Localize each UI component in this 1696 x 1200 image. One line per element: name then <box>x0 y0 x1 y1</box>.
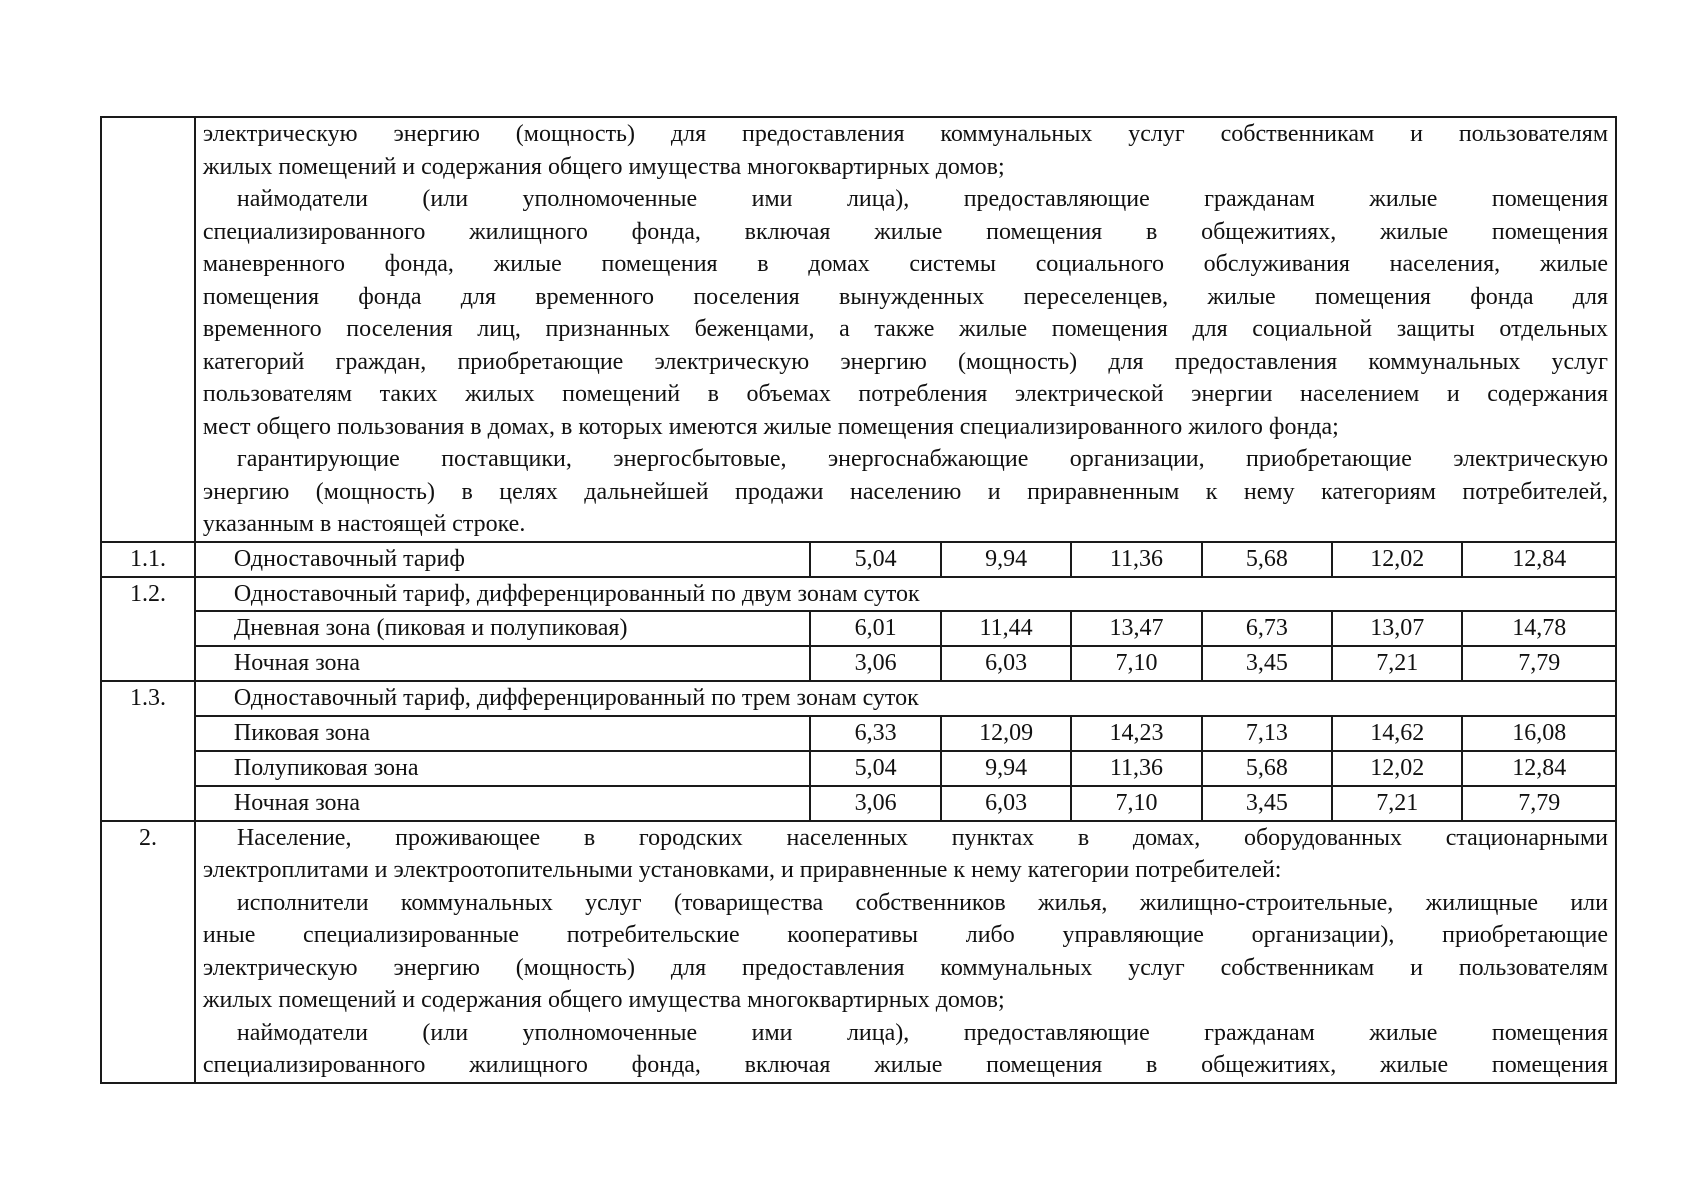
table-cell: 9,94 <box>941 542 1071 577</box>
table-cell: 11,36 <box>1071 542 1201 577</box>
intro-line: помещения фонда для временного поселения вынужденных переселенцев, жилые помещения фонда для <box>202 283 1608 310</box>
intro-line: временного поселения лиц, признанных беженцами, а также жилые помещения для социальной защиты отдельных <box>202 316 1608 342</box>
table-cell: 14,78 <box>1462 611 1616 646</box>
table-row <box>101 751 1616 786</box>
tariff-table <box>100 116 1617 1084</box>
row-number: 2. <box>101 821 195 1083</box>
row-number: 1.1. <box>101 542 195 577</box>
table-cell: 16,08 <box>1462 716 1616 751</box>
intro-line: наймодатели (или уполномоченные ими лица), предоставляющие гражданам жилые помещения <box>236 186 1608 212</box>
table-cell: 11,44 <box>941 611 1071 646</box>
table-cell: 7,79 <box>1462 646 1616 681</box>
table-cell: 5,68 <box>1202 751 1332 786</box>
table-cell: 6,73 <box>1202 611 1332 646</box>
table-cell: 12,02 <box>1332 751 1462 786</box>
table-cell: 13,07 <box>1332 611 1462 646</box>
table-cell: 13,47 <box>1071 611 1201 646</box>
intro-line: указанным в настоящей строке. <box>202 511 526 537</box>
intro-line: электрическую энергию (мощность) для предоставления коммунальных услуг собственникам и пользователям <box>202 121 1608 147</box>
table-cell: 14,62 <box>1332 716 1462 751</box>
table-row <box>101 786 1616 821</box>
section-2-line: электроплитами и электроотопительными установками, и приравненные к нему категории потребителей: <box>202 857 1282 883</box>
section-2-row <box>101 821 1616 1083</box>
table-cell: 5,68 <box>1202 542 1332 577</box>
row-label: Полупиковая зона <box>195 751 811 786</box>
table-cell: 6,01 <box>810 611 940 646</box>
row-label: Пиковая зона <box>195 716 811 751</box>
table-cell: 6,03 <box>941 646 1071 681</box>
intro-row <box>101 117 1616 542</box>
row-title: Одноставочный тариф, дифференцированный по двум зонам суток <box>195 577 1616 612</box>
intro-line: категорий граждан, приобретающие электрическую энергию (мощность) для предоставления коммунальных услуг <box>202 348 1608 375</box>
section-2-line: жилых помещений и содержания общего имущества многоквартирных домов; <box>202 987 1005 1013</box>
table-cell: 12,02 <box>1332 542 1462 577</box>
table-row <box>101 716 1616 751</box>
table-cell: 14,23 <box>1071 716 1201 751</box>
table-row <box>101 681 1616 716</box>
table-cell: 3,06 <box>810 786 940 821</box>
table-cell: 3,45 <box>1202 786 1332 821</box>
table-row <box>101 542 1616 577</box>
table-cell: 5,04 <box>810 751 940 786</box>
intro-line: маневренного фонда, жилые помещения в домах системы социального обслуживания населения, жилые <box>202 251 1608 277</box>
table-cell: 12,84 <box>1462 542 1616 577</box>
table-cell: 3,06 <box>810 646 940 681</box>
table-cell: 12,09 <box>941 716 1071 751</box>
table-cell: 6,33 <box>810 716 940 751</box>
row-label: Ночная зона <box>195 786 811 821</box>
intro-line: пользователям таких жилых помещений в объемах потребления электрической энергии населением и содержания <box>202 381 1608 407</box>
section-2-line: специализированного жилищного фонда, включая жилые помещения в общежитиях, жилые помещения <box>202 1052 1608 1078</box>
table-cell: 7,10 <box>1071 646 1201 681</box>
table-cell: 7,21 <box>1332 786 1462 821</box>
table-row <box>101 611 1616 646</box>
intro-line: специализированного жилищного фонда, включая жилые помещения в общежитиях, жилые помещения <box>202 218 1608 245</box>
intro-text-cell <box>195 117 1616 542</box>
table-cell: 3,45 <box>1202 646 1332 681</box>
table-row <box>101 646 1616 681</box>
section-2-line: наймодатели (или уполномоченные ими лица), предоставляющие гражданам жилые помещения <box>236 1019 1608 1046</box>
row-label: Одноставочный тариф <box>195 542 811 577</box>
table-cell: 7,79 <box>1462 786 1616 821</box>
table-cell: 12,84 <box>1462 751 1616 786</box>
intro-line: жилых помещений и содержания общего имущества многоквартирных домов; <box>202 153 1005 180</box>
table-cell: 5,04 <box>810 542 940 577</box>
row-label: Дневная зона (пиковая и полупиковая) <box>195 611 811 646</box>
section-2-text-cell <box>195 821 1616 1083</box>
table-cell: 7,10 <box>1071 786 1201 821</box>
table-cell: 7,21 <box>1332 646 1462 681</box>
table-row <box>101 577 1616 612</box>
row-number: 1.3. <box>101 681 195 821</box>
section-2-line: электрическую энергию (мощность) для предоставления коммунальных услуг собственникам и пользователям <box>202 954 1608 981</box>
table-cell: 6,03 <box>941 786 1071 821</box>
intro-num-cell <box>101 117 195 542</box>
section-2-line: исполнители коммунальных услуг (товарищества собственников жилья, жилищно-строительные, жилищные или <box>236 889 1608 916</box>
table-cell: 9,94 <box>941 751 1071 786</box>
table-cell: 11,36 <box>1071 751 1201 786</box>
intro-line: мест общего пользования в домах, в которых имеются жилые помещения специализированного жилого фонда; <box>202 413 1339 440</box>
row-number: 1.2. <box>101 577 195 682</box>
table-cell: 7,13 <box>1202 716 1332 751</box>
intro-line: энергию (мощность) в целях дальнейшей продажи населению и приравненным к нему категориям потребителей, <box>202 478 1608 505</box>
section-2-line: иные специализированные потребительские кооперативы либо управляющие организации), приобретающие <box>202 922 1608 948</box>
intro-line: гарантирующие поставщики, энергосбытовые, энергоснабжающие организации, приобретающие электрическую <box>236 446 1608 472</box>
row-label: Ночная зона <box>195 646 811 681</box>
row-title: Одноставочный тариф, дифференцированный по трем зонам суток <box>195 681 1616 716</box>
section-2-line: Население, проживающее в городских населенных пунктах в домах, оборудованных стационарными <box>236 824 1608 851</box>
